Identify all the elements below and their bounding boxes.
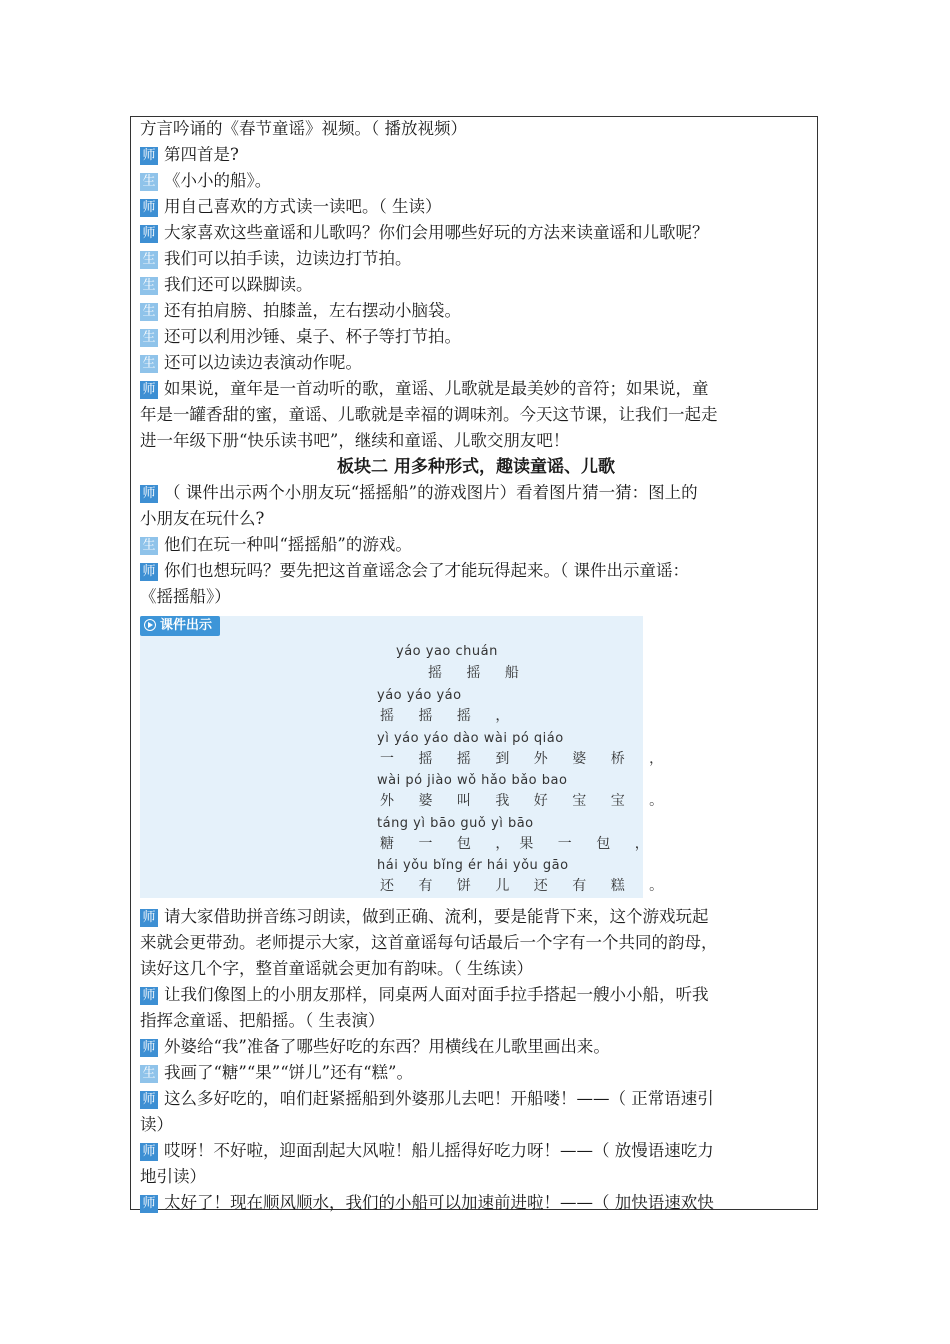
line-text: 指挥念童谣、把船摇。（ 生表演） <box>140 1011 385 1030</box>
dialogue-line <box>140 1190 812 1216</box>
dialogue-line <box>140 220 812 246</box>
dialogue-line <box>140 142 812 168</box>
document-content <box>140 116 812 1216</box>
line-text: 如果说，童年是一首动听的歌，童谣、儿歌就是最美妙的音符；如果说，童 <box>164 379 709 398</box>
teacher-tag: 师 <box>140 563 158 581</box>
line-text: 我画了“糖”“果”“饼儿”还有“糕”。 <box>164 1063 413 1082</box>
dialogue-line <box>140 298 812 324</box>
line-text: 这么多好吃的，咱们赶紧摇船到外婆那儿去吧！开船喽！——（ 正常语速引 <box>164 1089 714 1108</box>
line-text: 我们可以拍手读，边读边打节拍。 <box>164 249 412 268</box>
verse-hanzi: 一 摇 摇 到 外 婆 桥 ， <box>380 751 674 767</box>
dialogue-line <box>140 956 812 982</box>
line-text: 大家喜欢这些童谣和儿歌吗？你们会用哪些好玩的方法来读童谣和儿歌呢？ <box>164 223 709 242</box>
courseware-panel <box>140 616 674 898</box>
student-tag: 生 <box>140 251 158 269</box>
dialogue-line <box>140 1112 812 1138</box>
teacher-tag: 师 <box>140 381 158 399</box>
line-text: 读） <box>140 1115 173 1134</box>
verse-hanzi: 外 婆 叫 我 好 宝 宝 。 <box>380 793 674 809</box>
teacher-tag: 师 <box>140 987 158 1005</box>
student-tag: 生 <box>140 173 158 191</box>
line-text: 用自己喜欢的方式读一读吧。（ 生读） <box>164 197 442 216</box>
teacher-tag: 师 <box>140 1091 158 1109</box>
dialogue-line <box>140 930 812 956</box>
line-text: 太好了！现在顺风顺水，我们的小船可以加速前进啦！——（ 加快语速欢快 <box>164 1193 714 1212</box>
dialogue-line <box>140 1034 812 1060</box>
dialogue-line <box>140 982 812 1008</box>
dialogue-line <box>140 584 812 610</box>
line-text: 《摇摇船》） <box>140 587 231 606</box>
line-text: 读好这几个字，整首童谣就会更加有韵味。（ 生练读） <box>140 959 533 978</box>
teacher-tag: 师 <box>140 909 158 927</box>
dialogue-line <box>140 246 812 272</box>
line-text: 外婆给“我”准备了哪些好吃的东西？用横线在儿歌里画出来。 <box>164 1037 610 1056</box>
verse-pinyin: yì yáo yáo dào wài pó qiáo <box>377 731 564 746</box>
verse-pinyin: hái yǒu bǐng ér hái yǒu gāo <box>377 858 569 873</box>
line-text: 我们还可以跺脚读。 <box>164 275 313 294</box>
dialogue-line <box>140 116 812 142</box>
verse-hanzi: 还 有 饼 儿 还 有 糕 。 <box>380 878 674 894</box>
line-text: 第四首是? <box>164 145 239 164</box>
student-tag: 生 <box>140 303 158 321</box>
dialogue-block-bottom <box>140 904 812 1216</box>
dialogue-line <box>140 558 812 584</box>
verse-hanzi: 摇 摇 摇 ， <box>380 708 520 724</box>
dialogue-line <box>140 904 812 930</box>
courseware-label <box>140 616 220 636</box>
poem-title: 摇 摇 船 <box>428 665 529 681</box>
verse-hanzi: 糖 一 包 ，果 一 包 ， <box>380 836 659 852</box>
dialogue-line <box>140 480 812 506</box>
verse-pinyin: táng yì bāo guǒ yì bāo <box>377 816 534 831</box>
poem-title-pinyin: yáo yao chuán <box>396 644 498 659</box>
teacher-tag: 师 <box>140 1143 158 1161</box>
dialogue-line <box>140 506 812 532</box>
dialogue-line <box>140 1164 812 1190</box>
line-text: （ 课件出示两个小朋友玩“摇摇船”的游戏图片）看着图片猜一猜：图上的 <box>164 483 698 502</box>
line-text: 还有拍肩膀、拍膝盖，左右摆动小脑袋。 <box>164 301 461 320</box>
dialogue-line <box>140 1086 812 1112</box>
dialogue-line <box>140 194 812 220</box>
dialogue-line <box>140 1138 812 1164</box>
line-text: 让我们像图上的小朋友那样，同桌两人面对面手拉手搭起一艘小小船，听我 <box>164 985 709 1004</box>
teacher-tag: 师 <box>140 147 158 165</box>
line-text: 来就会更带劲。老师提示大家，这首童谣每句话最后一个字有一个共同的韵母， <box>140 933 718 952</box>
courseware-label-text: 课件出示 <box>160 618 213 633</box>
line-text: 还可以利用沙锤、桌子、杯子等打节拍。 <box>164 327 461 346</box>
dialogue-line <box>140 1060 812 1086</box>
section-title: 板块二 用多种形式，趣读童谣、儿歌 <box>337 457 615 477</box>
line-text: 小朋友在玩什么? <box>140 509 265 528</box>
student-tag: 生 <box>140 329 158 347</box>
line-text: 进一年级下册“快乐读书吧”，继续和童谣、儿歌交朋友吧！ <box>140 431 570 450</box>
dialogue-block-middle <box>140 480 812 610</box>
teacher-tag: 师 <box>140 225 158 243</box>
line-text: 年是一罐香甜的蜜，童谣、儿歌就是幸福的调味剂。今天这节课，让我们一起走 <box>140 405 718 424</box>
line-text: 方言吟诵的《春节童谣》视频。（ 播放视频） <box>140 119 467 138</box>
dialogue-line <box>140 272 812 298</box>
dialogue-block-top <box>140 116 812 454</box>
teacher-tag: 师 <box>140 1195 158 1213</box>
dialogue-line <box>140 376 812 402</box>
line-text: 请大家借助拼音练习朗读，做到正确、流利，要是能背下来，这个游戏玩起 <box>164 907 709 926</box>
verse-pinyin: yáo yáo yáo <box>377 688 462 703</box>
teacher-tag: 师 <box>140 1039 158 1057</box>
verse-pinyin: wài pó jiào wǒ hǎo bǎo bao <box>377 773 568 788</box>
student-tag: 生 <box>140 355 158 373</box>
dialogue-line <box>140 168 812 194</box>
dialogue-line <box>140 1008 812 1034</box>
line-text: 他们在玩一种叫“摇摇船”的游戏。 <box>164 535 412 554</box>
student-tag: 生 <box>140 1065 158 1083</box>
teacher-tag: 师 <box>140 485 158 503</box>
dialogue-line <box>140 532 812 558</box>
line-text: 地引读） <box>140 1167 206 1186</box>
student-tag: 生 <box>140 537 158 555</box>
line-text: 你们也想玩吗？要先把这首童谣念会了才能玩得起来。（ 课件出示童谣： <box>164 561 689 580</box>
play-icon <box>144 619 156 631</box>
dialogue-line <box>140 350 812 376</box>
line-text: 哎呀！不好啦，迎面刮起大风啦！船儿摇得好吃力呀！——（ 放慢语速吃力 <box>164 1141 714 1160</box>
student-tag: 生 <box>140 277 158 295</box>
teacher-tag: 师 <box>140 199 158 217</box>
line-text: 还可以边读边表演动作呢。 <box>164 353 362 372</box>
dialogue-line <box>140 324 812 350</box>
line-text: 《小小的船》。 <box>164 171 272 190</box>
dialogue-line <box>140 402 812 428</box>
dialogue-line <box>140 428 812 454</box>
